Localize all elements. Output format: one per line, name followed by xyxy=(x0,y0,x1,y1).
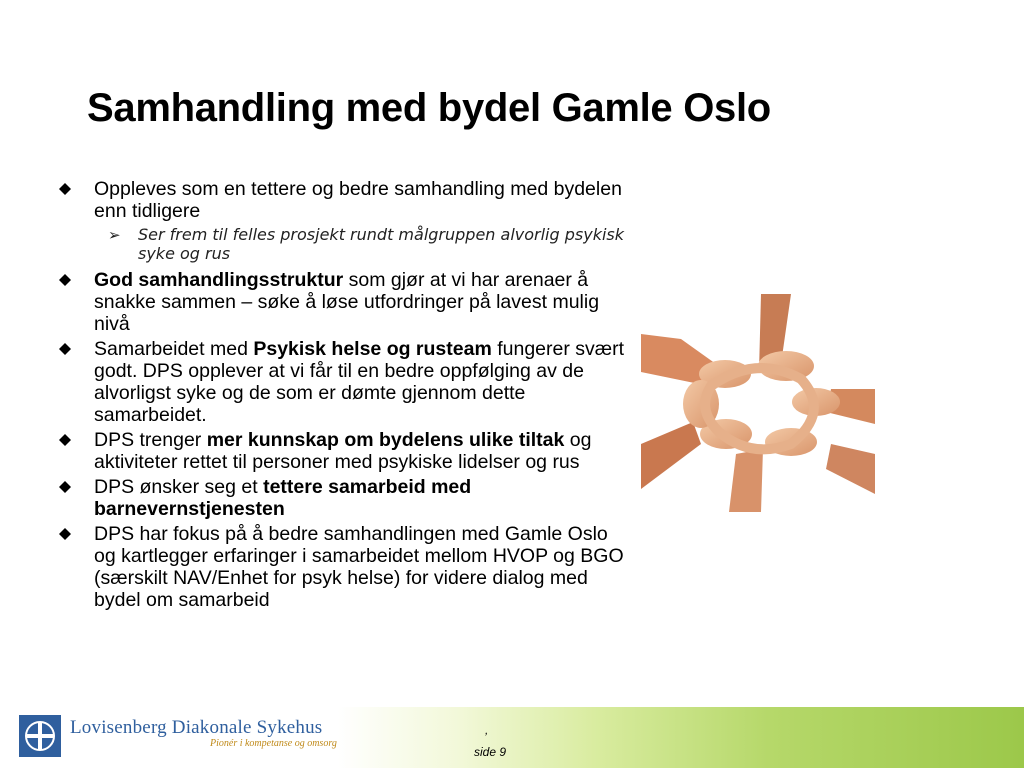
bullet-text: fungerer svært godt. DPS opplever at vi får til en bedre oppfølging av de alvorligst syke og de som er dømte gjennom dette samarbeidet. xyxy=(94,338,625,426)
sub-list-item xyxy=(58,225,628,263)
bullet-text: DPS har fokus på å bedre samhandlingen med Gamle Oslo og kartlegger erfaringer i samarbeidet mellom HVOP og BGO (særskilt NAV/Enhet for psyk helse) for videre dialog med bydel om samarbeid xyxy=(94,523,624,611)
list-item xyxy=(58,338,628,426)
list-item xyxy=(58,178,628,222)
cross-logo-icon xyxy=(19,715,61,757)
list-item xyxy=(58,269,628,335)
bullet-bold-text: tettere samarbeid med barnevernstjenesten xyxy=(94,476,472,520)
bullet-text: som gjør at vi har arenaer å snakke sammen – søke å løse utfordringer på lavest mulig nivå xyxy=(94,269,600,335)
list-item xyxy=(58,476,628,520)
bullet-bold-text: mer kunnskap om bydelens ulike tiltak xyxy=(206,429,565,451)
diamond-icon xyxy=(58,433,72,447)
bullet-bold-text: Psykisk helse og rusteam xyxy=(253,338,492,360)
slide-title: Samhandling med bydel Gamle Oslo xyxy=(87,86,771,130)
organization-name: Lovisenberg Diakonale Sykehus xyxy=(70,717,323,738)
diamond-icon xyxy=(58,527,72,541)
list-item xyxy=(58,523,628,611)
arrow-right-icon: ➢ xyxy=(108,226,121,244)
diamond-icon xyxy=(58,342,72,356)
bullet-bold-text: God samhandlingsstruktur xyxy=(94,269,344,291)
linked-hands-photo xyxy=(641,294,875,512)
bullet-text: Samarbeidet med xyxy=(94,338,254,360)
page-number: side 9 xyxy=(474,745,507,759)
sub-bullet-text: Ser frem til felles prosjekt rundt målgruppen alvorlig psykisk syke og rus xyxy=(138,225,625,263)
bullet-text: og aktiviteter rettet til personer med psykiske lidelser og rus xyxy=(94,429,592,473)
diamond-icon xyxy=(58,273,72,287)
organization-tagline: Pionér i kompetanse og omsorg xyxy=(210,738,337,749)
diamond-icon xyxy=(58,480,72,494)
bullet-list xyxy=(58,178,628,614)
list-item xyxy=(58,429,628,473)
bullet-text: DPS ønsker seg et xyxy=(94,476,264,498)
bullet-text: DPS trenger xyxy=(94,429,207,451)
footer-comma: , xyxy=(485,723,489,737)
diamond-icon xyxy=(58,182,72,196)
bullet-text: Oppleves som en tettere og bedre samhandling med bydelen enn tidligere xyxy=(94,178,622,222)
